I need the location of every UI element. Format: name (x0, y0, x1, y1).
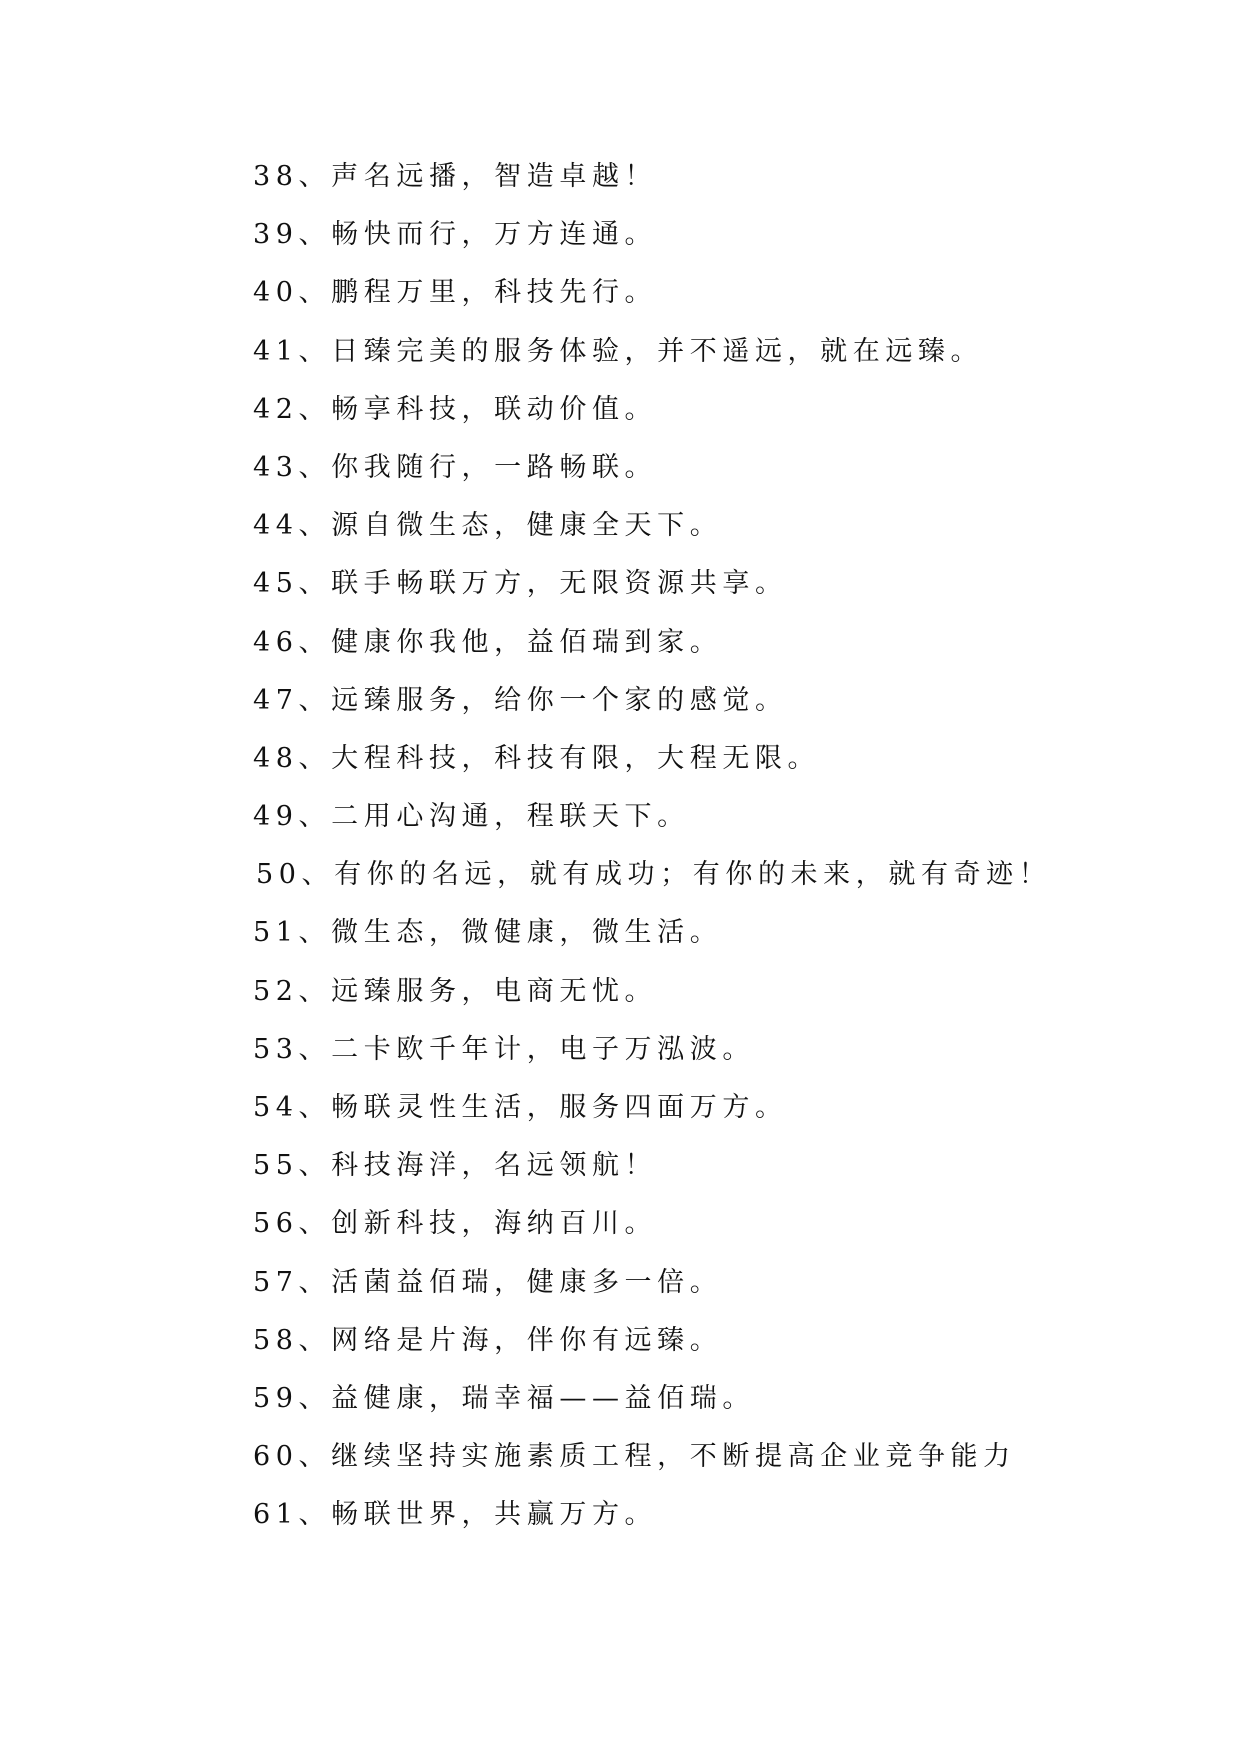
list-item: 61、畅联世界，共赢万方。 (253, 1499, 658, 1531)
list-item: 60、继续坚持实施素质工程，不断提高企业竞争能力 (253, 1441, 1016, 1473)
list-item: 42、畅享科技，联动价值。 (253, 393, 658, 425)
list-item: 48、大程科技，科技有限，大程无限。 (253, 742, 821, 774)
list-item: 58、网络是片海，伴你有远臻。 (253, 1324, 723, 1356)
list-item: 52、远臻服务，电商无忧。 (253, 975, 658, 1007)
list-item: 39、畅快而行，万方连通。 (253, 219, 658, 251)
slogan-list (253, 158, 1051, 1555)
list-item: 59、益健康，瑞幸福——益佰瑞。 (253, 1382, 755, 1414)
list-item: 41、日臻完美的服务体验，并不遥远，就在远臻。 (253, 335, 984, 367)
list-item: 56、创新科技，海纳百川。 (253, 1208, 658, 1240)
list-item: 47、远臻服务，给你一个家的感觉。 (253, 684, 788, 716)
list-item: 45、联手畅联万方，无限资源共享。 (253, 568, 788, 600)
list-item: 50、有你的名远，就有成功；有你的未来，就有奇迹！ (256, 859, 1052, 891)
list-item: 55、科技海洋，名远领航！ (253, 1150, 658, 1182)
list-item: 51、微生态，微健康，微生活。 (253, 917, 723, 949)
list-item: 53、二卡欧千年计，电子万泓波。 (253, 1033, 755, 1065)
list-item: 43、你我随行，一路畅联。 (253, 451, 658, 483)
list-item: 46、健康你我他，益佰瑞到家。 (253, 626, 723, 658)
list-item: 49、二用心沟通，程联天下。 (253, 801, 690, 833)
list-item: 38、声名远播，智造卓越！ (253, 161, 658, 192)
list-item: 40、鹏程万里，科技先行。 (253, 277, 658, 309)
list-item: 44、源自微生态，健康全天下。 (253, 510, 723, 542)
list-item: 57、活菌益佰瑞，健康多一倍。 (253, 1266, 723, 1298)
list-item: 54、畅联灵性生活，服务四面万方。 (253, 1092, 788, 1123)
